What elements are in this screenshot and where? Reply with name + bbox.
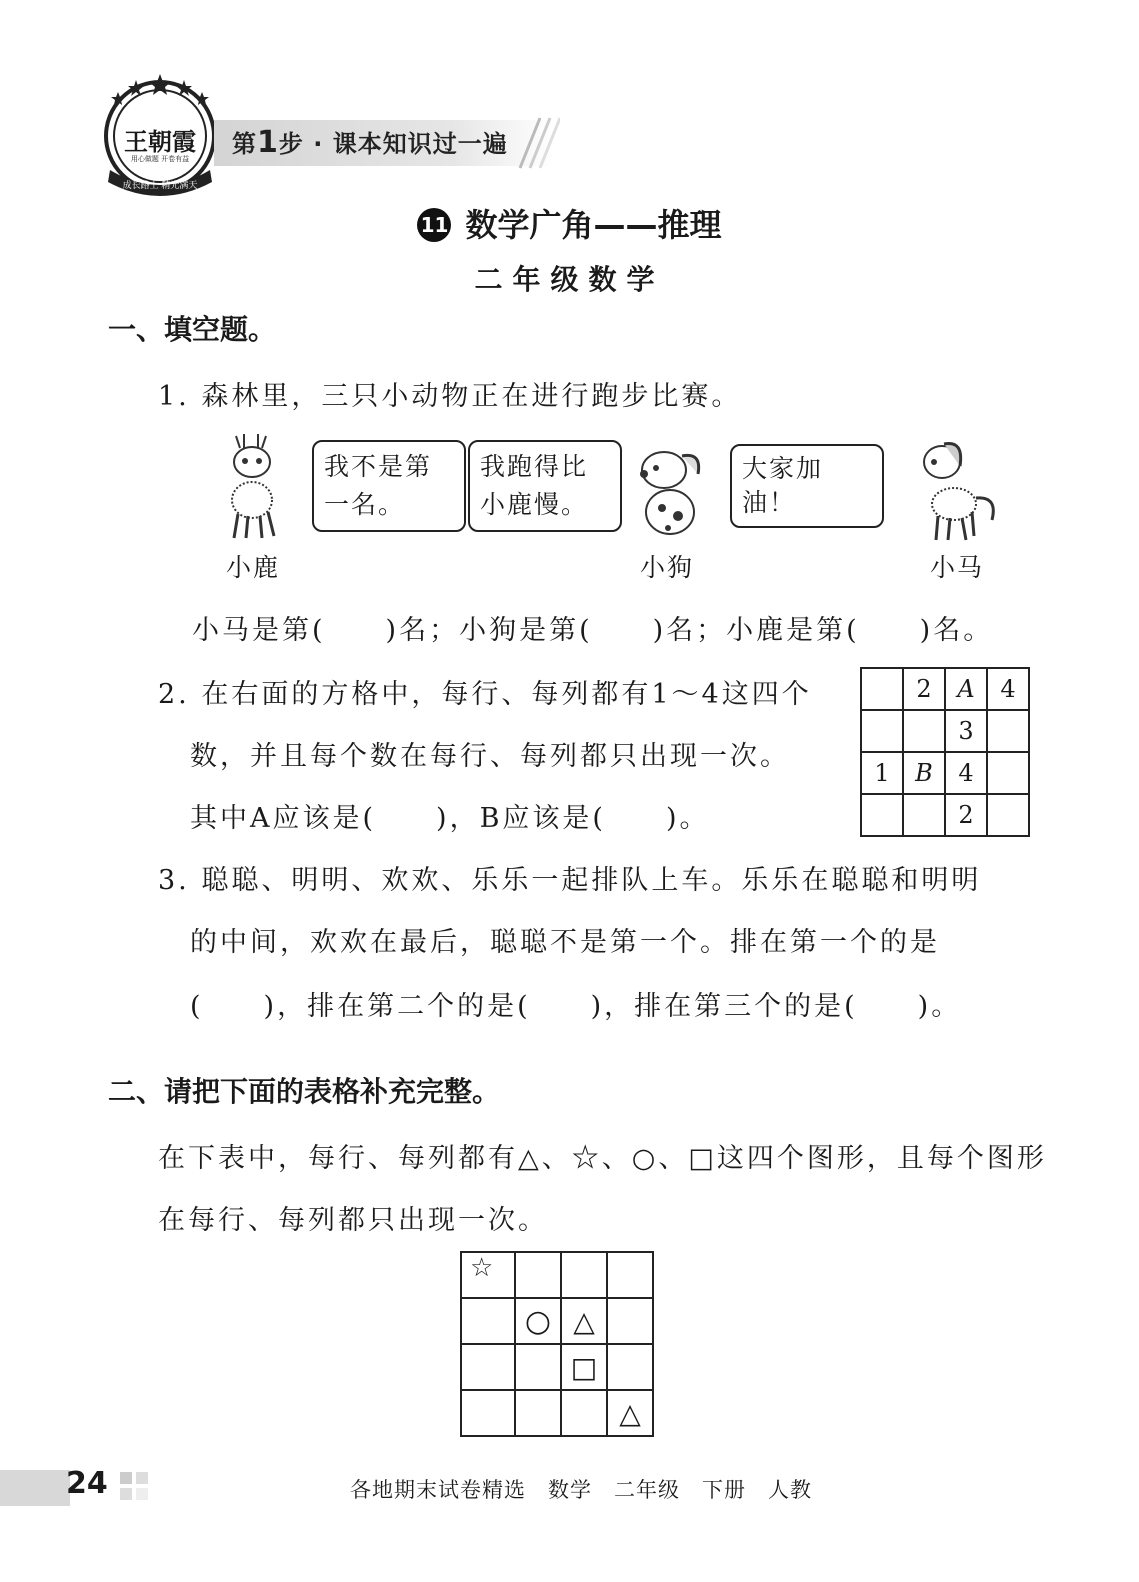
q3-line2: 的中间，欢欢在最后，聪聪不是第一个。排在第一个的是: [190, 927, 940, 958]
shape-grid-cell: [607, 1252, 653, 1298]
footer-square-3: [120, 1488, 132, 1500]
number-grid-cell: 2: [945, 794, 987, 836]
shape-grid-cell: [461, 1390, 515, 1436]
step-prefix: 第: [232, 130, 257, 158]
q2-line2: 数，并且每个数在每行、每列都只出现一次。: [190, 741, 790, 772]
shape-grid-cell: △: [607, 1390, 653, 1436]
shape-grid-row: [461, 1390, 653, 1436]
footer-square-2: [136, 1472, 148, 1484]
q3-line1: 3. 聪聪、明明、欢欢、乐乐一起排队上车。乐乐在聪聪和明明: [158, 865, 982, 896]
horse-speech-bubble: 大家加油！: [730, 444, 884, 528]
q2-line1: 2. 在右面的方格中，每行、每列都有1～4这四个: [158, 679, 812, 710]
number-grid-cell: [987, 794, 1029, 836]
deer-bubble-line1: 我不是第: [324, 452, 433, 481]
number-grid-cell: 4: [987, 668, 1029, 710]
shape-grid-cell: [561, 1390, 607, 1436]
number-grid-cell: 3: [945, 710, 987, 752]
section2-line1: 在下表中，每行、每列都有△、☆、○、□这四个图形，且每个图形: [158, 1143, 1047, 1174]
horse-icon: [908, 436, 1008, 546]
logo-name: 王朝霞: [124, 127, 196, 156]
shape-grid-cell: [461, 1344, 515, 1390]
chapter-subtitle: 二年级数学: [474, 263, 665, 296]
section1-heading: 一、填空题。: [108, 313, 277, 346]
number-grid-cell: 1: [861, 752, 903, 794]
number-grid-row: [861, 752, 1029, 794]
dog-bubble-line2: 小鹿慢。: [480, 490, 589, 519]
number-grid-cell: [903, 794, 945, 836]
number-grid-row: [861, 794, 1029, 836]
shape-grid-row: [461, 1298, 653, 1344]
deer-icon: [214, 432, 294, 542]
shape-grid-cell: [461, 1298, 515, 1344]
dog-label: 小狗: [640, 553, 695, 582]
chapter-title-text: 数学广角——推理: [465, 206, 722, 244]
deer-bubble-line2: 一名。: [324, 490, 406, 519]
q3-line3: ( )，排在第二个的是( )，排在第三个的是( )。: [190, 991, 962, 1022]
number-grid-cell: [861, 710, 903, 752]
shape-grid-cell: ○: [515, 1298, 561, 1344]
number-grid-cell: A: [945, 668, 987, 710]
number-grid-cell: [861, 668, 903, 710]
section2-line2: 在每行、每列都只出现一次。: [158, 1205, 548, 1236]
horse-label: 小马: [930, 553, 985, 582]
section2-heading: 二、请把下面的表格补充完整。: [108, 1075, 501, 1108]
shape-grid-row: [461, 1344, 653, 1390]
shape-grid-cell: [515, 1390, 561, 1436]
dog-icon: [622, 442, 712, 542]
step-banner-text: [232, 124, 508, 160]
q2-line3: 其中A应该是( )，B应该是( )。: [190, 803, 710, 834]
footer-square-1: [120, 1472, 132, 1484]
number-grid-cell: [987, 752, 1029, 794]
number-grid-row: [861, 668, 1029, 710]
banner-stripes-icon: [500, 116, 560, 170]
number-grid-cell: [861, 794, 903, 836]
dog-bubble-line1: 我跑得比: [480, 452, 589, 481]
footer-bar-left: [0, 1470, 70, 1506]
number-grid: [860, 667, 1030, 837]
number-grid-cell: B: [903, 752, 945, 794]
shape-grid: [460, 1251, 654, 1437]
shape-grid-cell: □: [561, 1344, 607, 1390]
shape-grid-row: [461, 1252, 653, 1298]
shape-grid-cell: [607, 1344, 653, 1390]
q1-answer-line: 小马是第( )名；小狗是第( )名；小鹿是第( )名。: [192, 615, 994, 646]
number-grid-row: [861, 710, 1029, 752]
deer-speech-bubble: [312, 440, 466, 532]
footer-text: 各地期末试卷精选 数学 二年级 下册 人教: [350, 1478, 812, 1502]
shape-grid-cell: ☆: [461, 1252, 515, 1298]
number-grid-cell: [987, 710, 1029, 752]
shape-grid-cell: [515, 1344, 561, 1390]
number-grid-cell: [903, 710, 945, 752]
deer-label: 小鹿: [226, 553, 281, 582]
shape-grid-cell: [515, 1252, 561, 1298]
logo-badge: [100, 70, 220, 200]
dog-speech-bubble: [468, 440, 622, 532]
shape-grid-cell: △: [561, 1298, 607, 1344]
step-number: 1: [257, 125, 279, 160]
q1-text: 1. 森林里，三只小动物正在进行跑步比赛。: [158, 381, 742, 412]
step-suffix: 步 · 课本知识过一遍: [278, 130, 508, 158]
chapter-title: [0, 200, 1139, 246]
logo-slogan: 成长路上 精光满天: [122, 181, 198, 191]
shape-grid-cell: [561, 1252, 607, 1298]
footer-square-4: [136, 1488, 148, 1500]
number-grid-cell: 4: [945, 752, 987, 794]
logo-tagline: 用心做题 开卷有益: [130, 155, 190, 163]
shape-grid-cell: [607, 1298, 653, 1344]
chapter-number: 11: [417, 208, 451, 242]
page-number: 24: [66, 1466, 108, 1501]
number-grid-cell: 2: [903, 668, 945, 710]
